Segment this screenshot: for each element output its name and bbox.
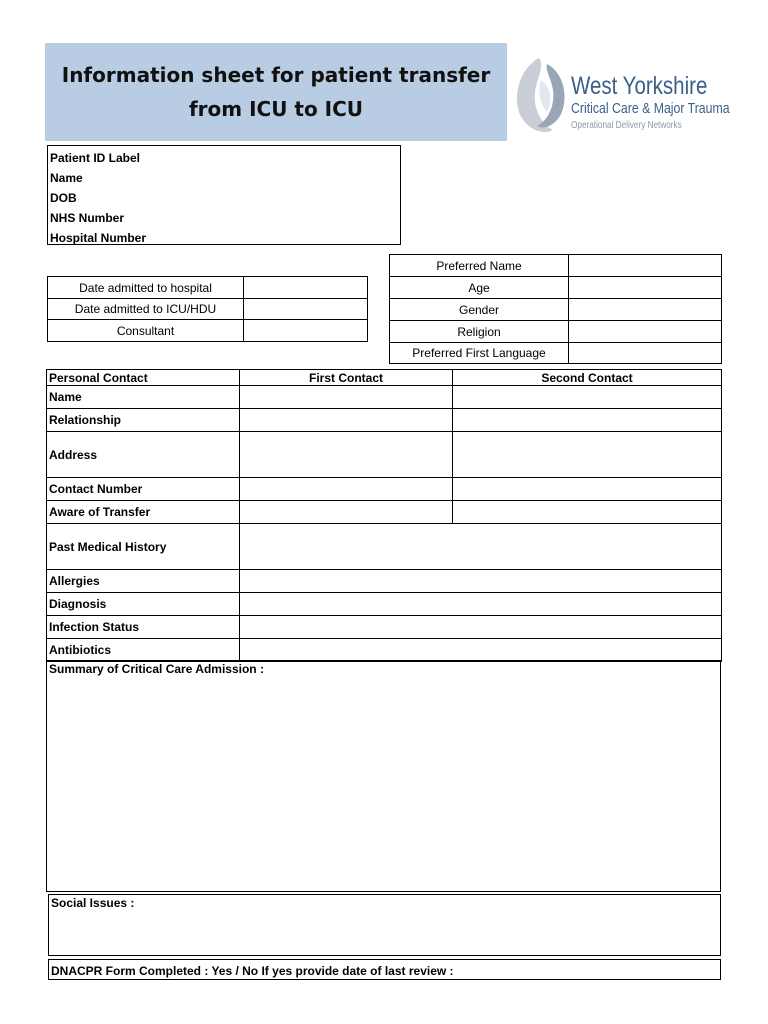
relationship-label: Relationship [47, 409, 240, 432]
dob-label: DOB [50, 191, 77, 205]
second-contact-aware-field[interactable] [453, 501, 722, 524]
preferred-name-label: Preferred Name [390, 255, 569, 277]
table-row [47, 478, 722, 501]
table-row [390, 343, 722, 364]
social-issues-label: Social Issues : [51, 896, 135, 910]
title-line-1: Information sheet for patient transfer [61, 63, 491, 87]
first-contact-aware-field[interactable] [240, 501, 453, 524]
preferred-language-field[interactable] [569, 343, 722, 364]
date-admitted-icu-label: Date admitted to ICU/HDU [48, 299, 244, 320]
table-row [47, 570, 722, 593]
second-contact-number-field[interactable] [453, 478, 722, 501]
table-row [48, 320, 368, 342]
logo-tagline: Operational Delivery Networks [571, 120, 682, 131]
date-admitted-icu-field[interactable] [244, 299, 368, 320]
west-yorkshire-logo [511, 50, 736, 138]
nhs-number-label: NHS Number [50, 211, 125, 225]
table-header-row [47, 370, 722, 386]
contact-name-label: Name [47, 386, 240, 409]
table-row [390, 255, 722, 277]
contact-number-label: Contact Number [47, 478, 240, 501]
table-row [390, 277, 722, 299]
past-medical-history-label: Past Medical History [47, 524, 240, 570]
date-admitted-hospital-label: Date admitted to hospital [48, 277, 244, 299]
second-contact-header: Second Contact [453, 370, 722, 386]
contacts-clinical-table [46, 369, 722, 662]
table-row [47, 593, 722, 616]
title-banner [45, 43, 507, 141]
dnacpr-label: DNACPR Form Completed : Yes / No If yes provide date of last review : [51, 964, 454, 978]
table-row [390, 321, 722, 343]
preferred-name-field[interactable] [569, 255, 722, 277]
preferred-language-label: Preferred First Language [390, 343, 569, 364]
patient-id-box[interactable] [47, 145, 401, 245]
personal-contact-header: Personal Contact [47, 370, 240, 386]
admission-table [47, 276, 368, 342]
address-label: Address [47, 432, 240, 478]
logo-name: West Yorkshire [571, 72, 708, 100]
second-contact-address-field[interactable] [453, 432, 722, 478]
diagnosis-label: Diagnosis [47, 593, 240, 616]
diagnosis-field[interactable] [240, 593, 722, 616]
first-contact-number-field[interactable] [240, 478, 453, 501]
title-line-2: from ICU to ICU [188, 97, 364, 121]
second-contact-name-field[interactable] [453, 386, 722, 409]
second-contact-relationship-field[interactable] [453, 409, 722, 432]
table-row [47, 386, 722, 409]
infection-status-label: Infection Status [47, 616, 240, 639]
table-row [47, 639, 722, 662]
dnacpr-box[interactable] [48, 959, 721, 980]
infection-status-field[interactable] [240, 616, 722, 639]
table-row [47, 432, 722, 478]
first-contact-name-field[interactable] [240, 386, 453, 409]
social-issues-box[interactable] [48, 894, 721, 956]
table-row [47, 501, 722, 524]
summary-label: Summary of Critical Care Admission : [49, 662, 264, 676]
allergies-field[interactable] [240, 570, 722, 593]
first-contact-relationship-field[interactable] [240, 409, 453, 432]
aware-of-transfer-label: Aware of Transfer [47, 501, 240, 524]
table-row [47, 409, 722, 432]
table-row [47, 616, 722, 639]
leaf-logo-icon [511, 50, 571, 138]
first-contact-header: First Contact [240, 370, 453, 386]
date-admitted-hospital-field[interactable] [244, 277, 368, 299]
patient-id-label: Patient ID Label [50, 151, 141, 165]
gender-label: Gender [390, 299, 569, 321]
allergies-label: Allergies [47, 570, 240, 593]
table-row [48, 277, 368, 299]
patient-name-label: Name [50, 171, 83, 185]
past-medical-history-field[interactable] [240, 524, 722, 570]
religion-field[interactable] [569, 321, 722, 343]
age-label: Age [390, 277, 569, 299]
first-contact-address-field[interactable] [240, 432, 453, 478]
table-row [48, 299, 368, 320]
table-row [390, 299, 722, 321]
age-field[interactable] [569, 277, 722, 299]
demographics-table [389, 254, 722, 364]
page-title [62, 58, 491, 126]
consultant-label: Consultant [48, 320, 244, 342]
antibiotics-field[interactable] [240, 639, 722, 662]
table-row [47, 524, 722, 570]
summary-box[interactable] [46, 660, 721, 892]
consultant-field[interactable] [244, 320, 368, 342]
gender-field[interactable] [569, 299, 722, 321]
hospital-number-label: Hospital Number [50, 231, 147, 245]
antibiotics-label: Antibiotics [47, 639, 240, 662]
religion-label: Religion [390, 321, 569, 343]
logo-subtitle: Critical Care & Major Trauma [571, 100, 730, 117]
